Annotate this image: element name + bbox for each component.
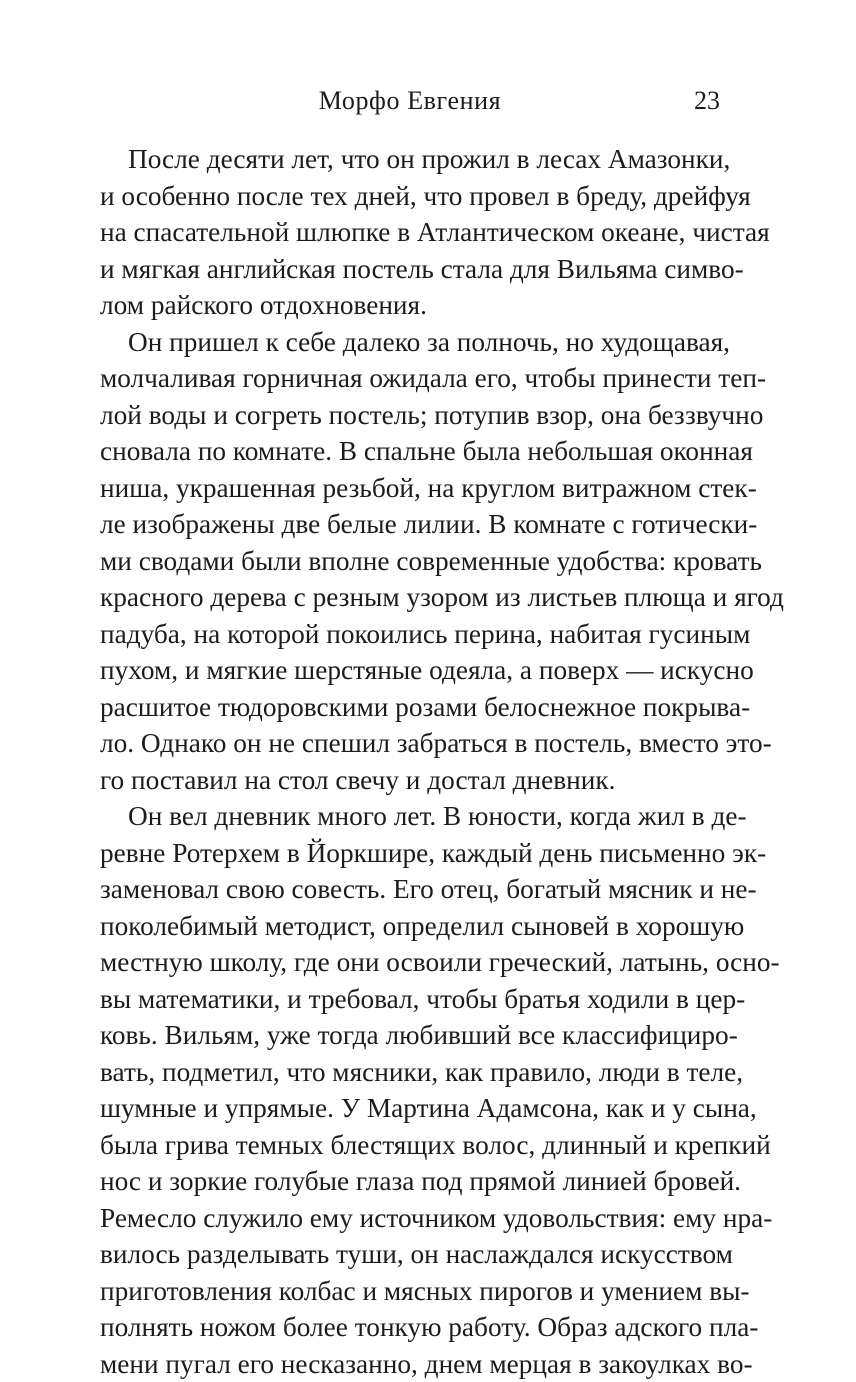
text-line: ло. Однако он не спешил забраться в постель, вместо это- [100,725,720,762]
text-line: пухом, и мягкие шерстяные одеяла, а поверх — искусно [100,652,720,689]
text-line: падуба, на которой покоились перина, набитая гусиным [100,616,720,653]
text-line: заменовал свою совесть. Его отец, богатый мясник и не- [100,871,720,908]
text-line: лом райского отдохновения. [100,287,720,324]
text-line: вы математики, и требовал, чтобы братья ходили в цер- [100,981,720,1018]
paragraph [100,141,720,324]
text-line: красного дерева с резным узором из листьев плюща и ягод [100,579,720,616]
paragraph [100,798,720,1382]
text-line: сновала по комнате. В спальне была небольшая оконная [100,433,720,470]
text-line: и особенно после тех дней, что провел в бреду, дрейфуя [100,178,720,215]
text-line: вилось разделывать туши, он наслаждался искусством [100,1236,720,1273]
text-line: Он вел дневник много лет. В юности, когда жил в де- [100,798,720,835]
text-line: полнять ножом более тонкую работу. Образ адского пла- [100,1309,720,1346]
text-line: ми сводами были вполне современные удобства: кровать [100,543,720,580]
paragraph [100,324,720,799]
text-line: приготовления колбас и мясных пирогов и умением вы- [100,1273,720,1310]
text-line: шумные и упрямые. У Мартина Адамсона, как и у сына, [100,1090,720,1127]
text-line: Ремесло служило ему источником удовольствия: ему нра- [100,1200,720,1237]
text-line: нос и зоркие голубые глаза под прямой линией бровей. [100,1163,720,1200]
text-line: После десяти лет, что он прожил в лесах Амазонки, [100,141,720,178]
text-line: на спасательной шлюпке в Атлантическом океане, чистая [100,214,720,251]
running-title: Морфо Евгения [100,84,720,118]
text-line: расшитое тюдоровскими розами белоснежное покрыва- [100,689,720,726]
text-line: Он пришел к себе далеко за полночь, но худощавая, [100,324,720,361]
body-text [100,141,720,1382]
text-line: была грива темных блестящих волос, длинный и крепкий [100,1127,720,1164]
running-head [100,84,720,118]
text-line: мени пугал его несказанно, днем мерцая в закоулках во- [100,1346,720,1382]
text-line: ревне Ротерхем в Йоркшире, каждый день письменно эк- [100,835,720,872]
text-line: и мягкая английская постель стала для Вильяма симво- [100,251,720,288]
text-line: вать, подметил, что мясники, как правило, люди в теле, [100,1054,720,1091]
text-line: го поставил на стол свечу и достал дневник. [100,762,720,799]
text-line: ниша, украшенная резьбой, на круглом витражном стек- [100,470,720,507]
page-number: 23 [694,84,720,118]
text-line: ковь. Вильям, уже тогда любивший все классифициро- [100,1017,720,1054]
text-line: молчаливая горничная ожидала его, чтобы принести теп- [100,360,720,397]
text-line: местную школу, где они освоили греческий, латынь, осно- [100,944,720,981]
text-line: поколебимый методист, определил сыновей в хорошую [100,908,720,945]
text-line: ле изображены две белые лилии. В комнате с готически- [100,506,720,543]
text-line: лой воды и согреть постель; потупив взор, она беззвучно [100,397,720,434]
